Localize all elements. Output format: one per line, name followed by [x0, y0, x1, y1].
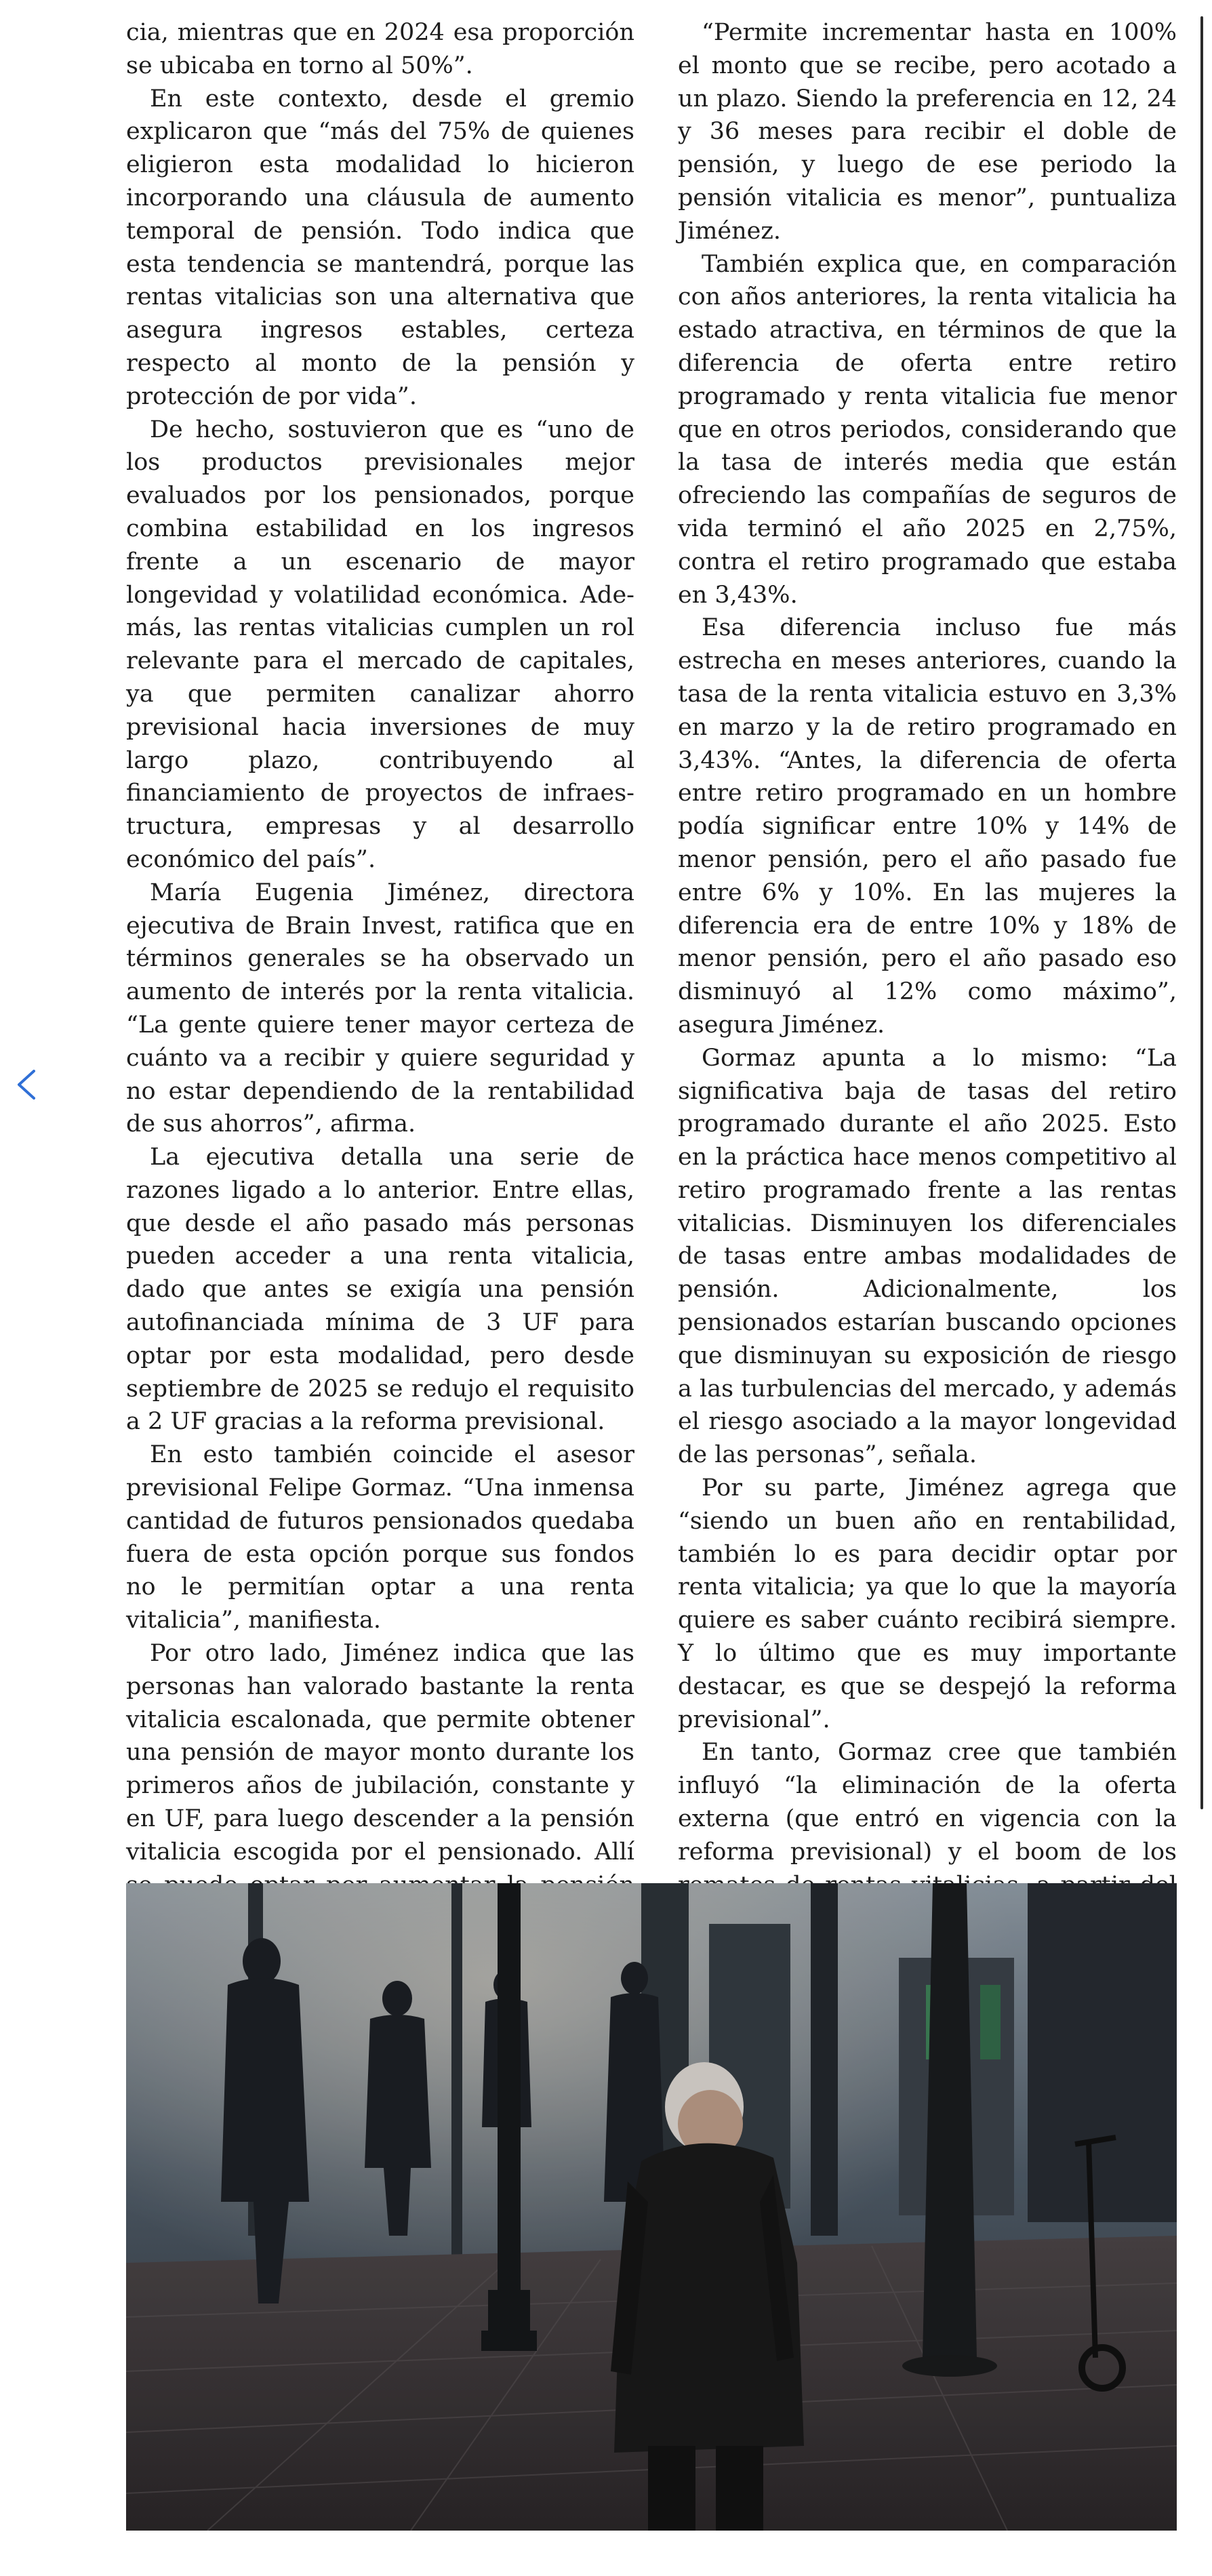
article-paragraph: “Permite incrementar hasta en 100% el monto que se recibe, pero acotado a un plazo. Siendo la preferencia en 12, 24 y 36 meses para recibir el doble de pensión, y luego de ese periodo la pensión vitalicia es menor”, puntualiza Jiménez.: [678, 19, 1177, 245]
article-column-left: [126, 16, 634, 1968]
article-paragraph: También explica que, en comparación con años anteriores, la renta vitalicia ha estado atractiva, en términos de que la diferencia de oferta entre retiro programado y renta vitalicia fue menor que en otros periodos, considerando que la tasa de interés media que están ofreciendo las compañías de seguros de vida terminó el año 2025 en 2,75%, contra el retiro programado que estaba en 3,43%.: [678, 250, 1177, 609]
article-paragraph: En esto también coincide el asesor previsional Felipe Gormaz. “Una inmensa cantidad de futuros pensionados quedaba fuera de esta opción porque sus fondos no le permitían optar a una renta vitalicia”, manifiesta.: [126, 1441, 634, 1634]
article-column-right: [678, 16, 1177, 2001]
article-paragraph: Esa diferencia incluso fue más estrecha en meses anteriores, cuando la tasa de la renta vitalicia estuvo en 3,3% en marzo y la de retiro programado en 3,43%. “Antes, la diferencia de oferta entre retiro programado en un hombre podía significar entre 10% y 14% de menor pensión, pero el año pasado fue entre 6% y 10%. En las mujeres la diferencia era de entre 10% y 18% de menor pensión, pero el año pasado eso disminuyó al 12% como máximo”, asegura Jiménez.: [678, 614, 1177, 1039]
scrollbar[interactable]: [1200, 16, 1203, 1809]
article-paragraph: Por otro lado, Jiménez indica que las personas han valorado bastante la renta vitalicia escalonada, que permite obtener una pensión de mayor monto durante los primeros años de jubilación, constante y en UF, para luego descender a la pensión vitalicia escogida por el pensionado. Allí: [126, 1640, 634, 1866]
article-paragraph: En este contexto, desde el gremio explicaron que “más del 75% de quienes eligieron esta modalidad lo hicieron incorporando una cláusula de aumento temporal de pensión. Todo indica que esta tendencia se mantendrá, porque las rentas vitalicias son una alternativa que asegura ingresos estables, certeza respecto al monto de la pensión y protección de por vida”.: [126, 85, 634, 410]
article-paragraph: La ejecutiva detalla una serie de razones ligado a lo anterior. Entre ellas, que desde el año pasado más personas pueden acceder a una renta vitalicia, dado que antes se exigía una pensión autofinanciada mínima de 3 UF para optar por esta modalidad, pero desde septiembre de 2025 se redujo el requisito a 2 UF gracias a la reforma previsional.: [126, 1144, 634, 1436]
article-paragraph: María Eugenia Jiménez, directora ejecutiva de Brain Invest, ratifica que en términos generales se ha observado un aumento de interés por la renta vitalicia. “La gente quiere tener mayor certeza de cuánto va a recibir y quiere seguridad y no estar dependiendo de la rentabilidad de sus ahorros”, afirma.: [126, 879, 634, 1138]
previous-page-button[interactable]: [9, 1064, 43, 1105]
article-paragraph: De hecho, sostuvieron que es “uno de los productos previsionales mejor evaluados por los pensionados, porque combina estabilidad en los ingresos frente a un escenario de mayor longevidad y volatilidad económica. Además, las rentas vitalicias cumplen un rol relevante para el mercado de capitales, ya que permiten canalizar ahorro previsional hacia inversiones de muy largo plazo, contribuyendo al financiamiento de proyectos de infraestructura, empresas y al desarrollo económico del país”.: [126, 416, 634, 873]
article-paragraph: cia, mientras que en 2024 esa proporción se ubicaba en torno al 50%”.: [126, 19, 634, 79]
elderly-man-walking-street-photo: [126, 1883, 1177, 2531]
article-photo: [126, 1883, 1177, 2531]
article-paragraph: Por su parte, Jiménez agrega que “siendo un buen año en rentabilidad, también lo es para decidir optar por renta vitalicia; ya que lo que la mayoría quiere es saber cuánto recibirá siempre. Y lo último que es muy importante destacar, es que se despejó la reforma previsional”.: [678, 1474, 1177, 1733]
article-paragraph: Gormaz apunta a lo mismo: “La significativa baja de tasas del retiro programado durante el año 2025. Esto en la práctica hace menos competitivo al retiro programado frente a las rentas vitalicias. Disminuyen los diferenciales de tasas entre ambas modalidades de pensión. Adicionalmente, los pensionados estarían buscando opciones que disminuyan su exposición de riesgo a las turbulencias del mercado, y además el riesgo asociado a la mayor longevidad de las personas”, señala.: [678, 1044, 1177, 1469]
chevron-left-icon: [9, 1064, 43, 1105]
article-paragraph: En tanto, Gormaz cree que también influyó “la eliminación de la oferta externa (que entró en vigencia con la reforma previsional) y el boom de los: [678, 1736, 1177, 2000]
